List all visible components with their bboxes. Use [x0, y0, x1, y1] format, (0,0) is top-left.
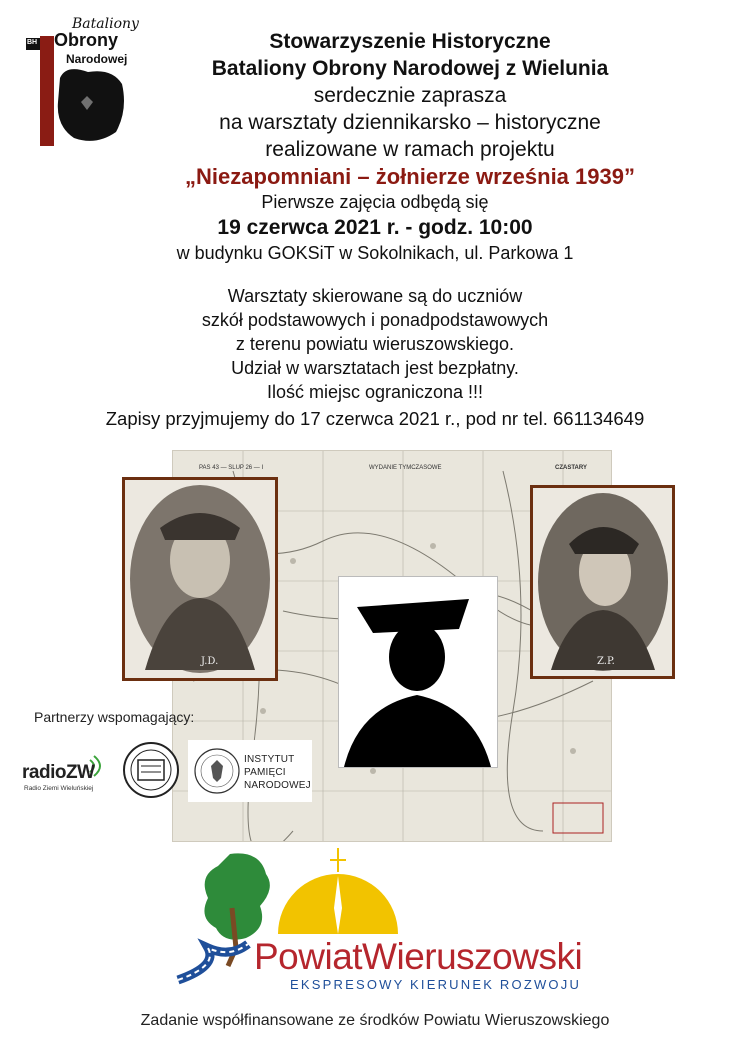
association-logo: [26, 14, 154, 150]
invitation-heading: [150, 28, 670, 191]
event-details: [90, 190, 660, 265]
info-line5: Ilość miejsc ograniczona !!!: [266, 382, 484, 402]
info-line4: Udział w warsztatach jest bezpłatny.: [231, 358, 519, 378]
radio-zw-logo: [20, 752, 116, 796]
logo-line1: Bataliony: [72, 16, 139, 32]
school-emblem-logo: [121, 740, 181, 800]
org-name-line2: Bataliony Obrony Narodowej z Wielunia: [211, 57, 609, 80]
ipn-logo: [188, 740, 312, 802]
radio-name: radioZW: [22, 762, 95, 783]
portrait-left-graphic: [125, 480, 275, 678]
ipn-line2: PAMIĘCI: [244, 767, 286, 778]
event-intro: Pierwsze zajęcia odbędą się: [261, 192, 489, 212]
logo-badge: BH: [27, 39, 38, 46]
portrait-left-caption: J.D.: [201, 656, 219, 667]
powiat-name: PowiatWieruszowski: [254, 936, 583, 977]
powiat-wieruszowski-logo: [168, 848, 608, 998]
ipn-line3: NARODOWEJ: [244, 780, 311, 791]
funding-footer: Zadanie współfinansowane ze środków Powiatu Wieruszowskiego: [140, 1012, 610, 1029]
event-date-time: 19 czerwca 2021 r. - godz. 10:00: [217, 216, 533, 239]
eagle-emblem-icon: [192, 746, 242, 796]
radio-subtitle: Radio Ziemi Wieluńskiej: [24, 785, 94, 792]
portrait-right-caption: Z.P.: [597, 656, 615, 667]
map-header-mid: WYDANIE TYMCZASOWE: [369, 465, 442, 471]
silhouette-graphic: [339, 577, 497, 767]
invite-line3: realizowane w ramach projektu: [265, 138, 555, 161]
emblem-icon: [121, 740, 181, 800]
invite-line1: serdecznie zaprasza: [313, 84, 507, 107]
project-title: „Niezapomniani – żołnierze września 1939”: [185, 164, 635, 189]
workshop-info: [90, 284, 660, 404]
powiat-tagline: EKSPRESOWY KIERUNEK ROZWOJU: [290, 977, 582, 992]
soldier-portrait-left: [122, 477, 278, 681]
logo-line2: Obrony: [54, 30, 119, 50]
map-header-left: PAS 43 — SLUP 26 — I: [199, 465, 264, 471]
info-line2: szkół podstawowych i ponadpodstawowych: [201, 310, 549, 330]
logo-line3: Narodowej: [66, 52, 128, 66]
info-line1: Warsztaty skierowane są do uczniów: [227, 286, 523, 306]
signup-info: Zapisy przyjmujemy do 17 czerwca 2021 r., pod nr tel. 661134649: [105, 408, 645, 429]
portrait-right-graphic: [533, 488, 672, 676]
map-header-right: CZASTARY: [555, 465, 587, 471]
invite-line2: na warsztaty dziennikarsko – historyczne: [219, 111, 601, 134]
soldier-portrait-right: [530, 485, 675, 679]
info-line3: z terenu powiatu wieruszowskiego.: [235, 334, 515, 354]
event-location: w budynku GOKSiT w Sokolnikach, ul. Parkowa 1: [176, 243, 574, 263]
unknown-soldier-silhouette: [338, 576, 498, 768]
ipn-line1: INSTYTUT: [244, 754, 295, 765]
partners-label: Partnerzy wspomagający:: [34, 709, 195, 725]
org-name-line1: Stowarzyszenie Historyczne: [269, 30, 551, 53]
